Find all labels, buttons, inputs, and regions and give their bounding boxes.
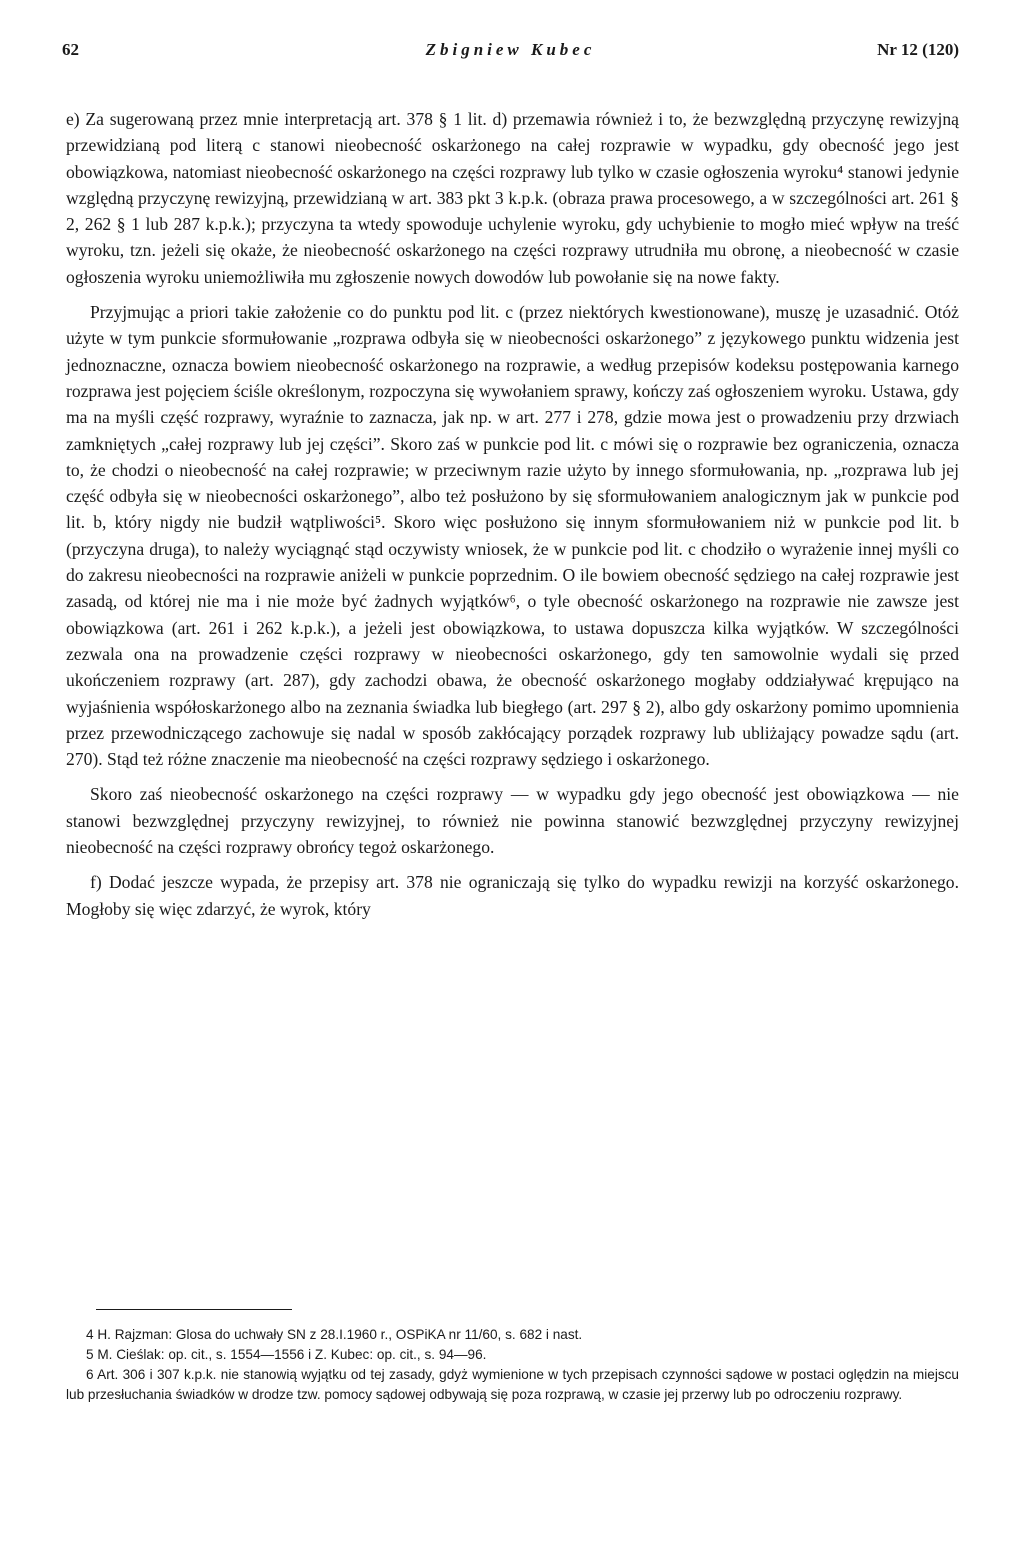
- paragraph-skoro: Skoro zaś nieobecność oskarżonego na części rozprawy — w wypadku gdy jego obecność jest obowiązkowa — nie stanowi bezwzględnej przyczyny rewizyjnej, to również nie powinna stanowić bezwzględnej przyczyny rewizyjnej nieobecność na części rozprawy obrońcy tegoż oskarżonego.: [66, 784, 959, 858]
- footnotes: [66, 1325, 959, 1405]
- paragraph-a-priori: Przyjmując a priori takie założenie co do punktu pod lit. c (przez niektórych kwestionowane), muszę je uzasadnić. Otóż użyte w tym punkcie sformułowanie „rozprawa odbyła się w nieobecności oskarżonego” z językowego punktu widzenia jest jednoznaczne, oznacza bowiem nieobecność oskarżonego na rozprawie, a według przepisów kodeksu postępowania karnego rozprawa jest pojęciem ściśle określonym, rozpoczyna się wywołaniem sprawy, kończy zaś ogłoszeniem wyroku. Ustawa, gdy ma na myśli część rozprawy, wyraźnie to zaznacza, jak np. w art. 277 i 278, gdzie mowa jest o prowadzeniu przy drzwiach zamkniętych „całej rozprawy lub jej części”. Skoro zaś w punkcie pod lit. c mówi się o rozprawie bez ograniczenia, oznacza to, że chodzi o nieobecność na całej rozprawie; w przeciwnym razie użyto by innego sformułowania, np. „rozprawa lub jej część odbyła się w nieobecności oskarżonego”, albo też posłużono by się sformułowaniem analogicznym jak w punkcie pod lit. b, który nigdy nie budził wątpliwości⁵. Skoro więc posłużono się innym sformułowaniem niż w punkcie pod lit. b (przyczyna druga), to należy wyciągnąć stąd oczywisty wniosek, że w punkcie pod lit. c chodziło o wyrażenie innej myśli co do zakresu nieobecności na rozprawie aniżeli w punkcie poprzednim. O ile bowiem obecność sędziego na całej rozprawie jest zasadą, od której nie ma i nie może być żadnych wyjątków⁶, o tyle obecność oskarżonego na rozprawie nie zawsze jest obowiązkowa (art. 261 i 262 k.p.k.), a jeżeli jest obowiązkowa, to ustawa dopuszcza kilka wyjątków. W szczególności zezwala ona na prowadzenie części rozprawy w nieobecności oskarżonego, gdy ten samowolnie wydali się przed ukończeniem rozprawy (art. 287), gdy zachodzi obawa, że obecność oskarżonego mogłaby oddziaływać krępująco na wyjaśnienia współoskarżonego albo na zeznania świadka lub biegłego (art. 297 § 2), albo gdy oskarżony pomimo upomnienia przez przewodniczącego zachowuje się nadal w sposób zakłócający porządek rozprawy lub ubliżający powadze sądu (art. 270). Stąd też różne znaczenie ma nieobecność na części rozprawy sędziego i oskarżonego.: [66, 302, 959, 770]
- footnote-divider: [96, 1309, 292, 1310]
- running-author: Zbigniew Kubec: [425, 40, 596, 59]
- paragraph-e: e) Za sugerowaną przez mnie interpretacją art. 378 § 1 lit. d) przemawia również i to, że bezwzględną przyczynę rewizyjną przewidzianą pod literą c stanowi nieobecność oskarżonego na całej rozprawie w wypadku, gdy obecność jego jest obowiązkowa, natomiast nieobecność oskarżonego na części rozprawy lub tylko w czasie ogłoszenia wyroku⁴ stanowi jedynie względną przyczynę rewizyjną, przewidzianą w art. 383 pkt 3 k.p.k. (obraza prawa procesowego, a w szczególności art. 261 § 2, 262 § 1 lub 287 k.p.k.); przyczyna ta wtedy spowoduje uchylenie wyroku, gdy uchybienie to mogło mieć wpływ na treść wyroku, tzn. jeżeli się okaże, że nieobecność oskarżonego na części rozprawy utrudniła mu obronę, a nieobecność w czasie ogłoszenia wyroku uniemożliwiła mu zgłoszenie nowych dowodów lub powołanie się na nowe fakty.: [66, 109, 959, 287]
- page-number: 62: [62, 40, 79, 59]
- article-body: [66, 106, 959, 931]
- footnote-5: 5 M. Cieślak: op. cit., s. 1554—1556 i Z. Kubec: op. cit., s. 94—96.: [86, 1347, 487, 1362]
- footnote-6: 6 Art. 306 i 307 k.p.k. nie stanowią wyjątku od tej zasady, gdyż wymienione w tych przepisach czynności sądowe w postaci oględzin na miejscu lub przesłuchania świadków w drodze tzw. pomocy sądowej odbywają się poza rozprawą, w czasie jej przerwy lub po odroczeniu rozprawy.: [66, 1367, 959, 1402]
- running-header: [62, 40, 959, 68]
- paragraph-f: f) Dodać jeszcze wypada, że przepisy art. 378 nie ograniczają się tylko do wypadku rewizji na korzyść oskarżonego. Mogłoby się więc zdarzyć, że wyrok, który: [66, 872, 959, 919]
- footnote-4: 4 H. Rajzman: Glosa do uchwały SN z 28.I.1960 r., OSPiKA nr 11/60, s. 682 i nast.: [86, 1327, 583, 1342]
- issue-number: Nr 12 (120): [877, 40, 959, 59]
